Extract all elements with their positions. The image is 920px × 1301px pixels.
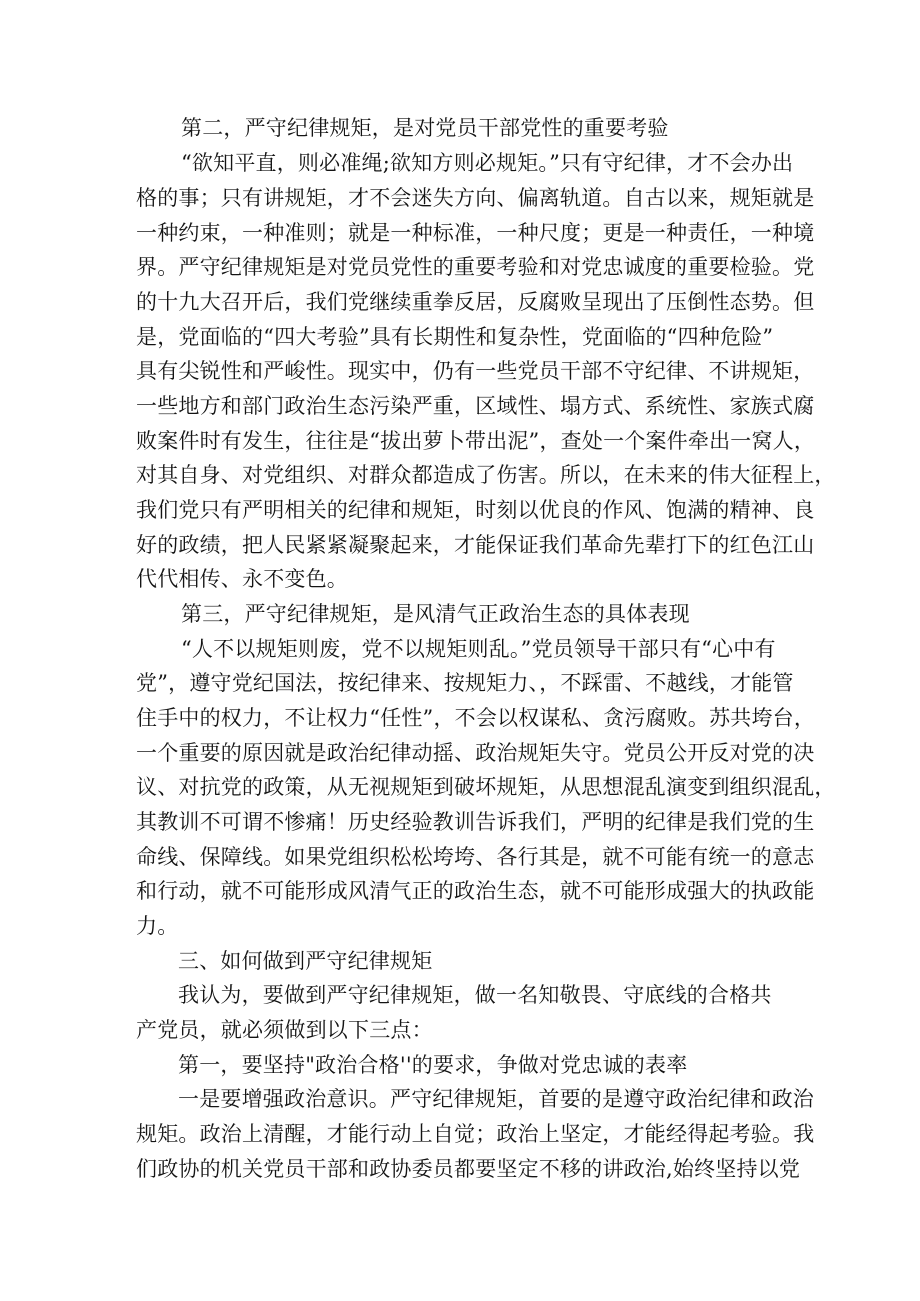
paragraph-line: 一个重要的原因就是政治纪律动摇、政治规矩失守。党员公开反对党的决 bbox=[136, 741, 815, 765]
paragraph-line: 代代相传、永不变色。 bbox=[136, 567, 348, 591]
paragraph-line: 败案件时有发生，往往是“拔出萝卜带出泥”，查处一个案件牵出一窝人， bbox=[136, 429, 816, 453]
paragraph-line: 党”，遵守党纪国法，按纪律来、按规矩力、，不踩雷、不越线，才能管 bbox=[136, 671, 794, 695]
paragraph-line: “人不以规矩则废，党不以规矩则乱。”党员领导干部只有“心中有 bbox=[181, 637, 776, 661]
heading-section-three: 第三，严守纪律规矩，是风清气正政治生态的具体表现 bbox=[181, 602, 690, 626]
paragraph-line: 产党员，就必须做到以下三点： bbox=[136, 1018, 433, 1042]
paragraph-line: 议、对抗党的政策，从无视规矩到破坏规矩，从思想混乱演变到组织混乱， bbox=[136, 775, 836, 799]
paragraph-line: 命线、保障线。如果党组织松松垮垮、各行其是，就不可能有统一的意志 bbox=[136, 845, 815, 869]
paragraph-line: 一些地方和部门政治生态污染严重，区域性、塌方式、系统性、家族式腐 bbox=[136, 394, 815, 418]
paragraph-line: 具有尖锐性和严峻性。现实中，仍有一些党员干部不守纪律、不讲规矩， bbox=[136, 359, 815, 383]
paragraph-line: 对其自身、对党组织、对群众都造成了伤害。所以，在未来的伟大征程上， bbox=[136, 463, 836, 487]
paragraph-line: 我们党只有严明相关的纪律和规矩，时刻以优良的作风、饱满的精神、良 bbox=[136, 498, 815, 522]
paragraph-line: 的十九大召开后，我们党继续重拳反居，反腐败呈现出了压倒性态势。但 bbox=[136, 290, 815, 314]
paragraph-line: 们政协的机关党员干部和政协委员都要坚定不移的讲政治,始终坚持以党 bbox=[136, 1157, 801, 1181]
paragraph-line: 一是要增强政治意识。严守纪律规矩，首要的是遵守政治纪律和政治 bbox=[178, 1087, 814, 1111]
paragraph-line: “欲知平直，则必准绳;欲知方则必规矩。”只有守纪律，才不会办出 bbox=[181, 151, 794, 175]
paragraph-line: 格的事；只有讲规矩，才不会迷失方向、偏离轨道。自古以来，规矩就是 bbox=[136, 186, 815, 210]
paragraph-line: 力。 bbox=[136, 914, 179, 938]
paragraph-line: 我认为，要做到严守纪律规矩，做一名知敬畏、守底线的合格共 bbox=[178, 983, 772, 1007]
heading-part-three: 三、如何做到严守纪律规矩 bbox=[178, 949, 433, 973]
paragraph-line: 是，党面临的“四大考验”具有长期性和复杂性，党面临的“四种危险” bbox=[136, 325, 774, 349]
paragraph-line: 规矩。政治上清醒，才能行动上自觉；政治上坚定，才能经得起考验。我 bbox=[136, 1122, 815, 1146]
paragraph-line: 和行动，就不可能形成风清气正的政治生态，就不可能形成强大的执政能 bbox=[136, 879, 815, 903]
heading-point-one: 第一，要坚持"政治合格''的要求，争做对党忠诚的表率 bbox=[178, 1053, 688, 1077]
heading-section-two: 第二，严守纪律规矩，是对党员干部党性的重要考验 bbox=[181, 116, 669, 140]
paragraph-line: 界。严守纪律规矩是对党员党性的重要考验和对党忠诚度的重要检验。党 bbox=[136, 255, 815, 279]
paragraph-line: 一种约束，一种准则；就是一种标准，一种尺度；更是一种责任，一种境 bbox=[136, 221, 815, 245]
paragraph-line: 其教训不可谓不惨痛！历史经验教训告诉我们，严明的纪律是我们党的生 bbox=[136, 810, 815, 834]
paragraph-line: 好的政绩，把人民紧紧凝聚起来，才能保证我们革命先辈打下的红色江山 bbox=[136, 533, 815, 557]
paragraph-line: 住手中的权力，不让权力“任性”，不会以权谋私、贪污腐败。苏共垮台， bbox=[136, 706, 816, 730]
